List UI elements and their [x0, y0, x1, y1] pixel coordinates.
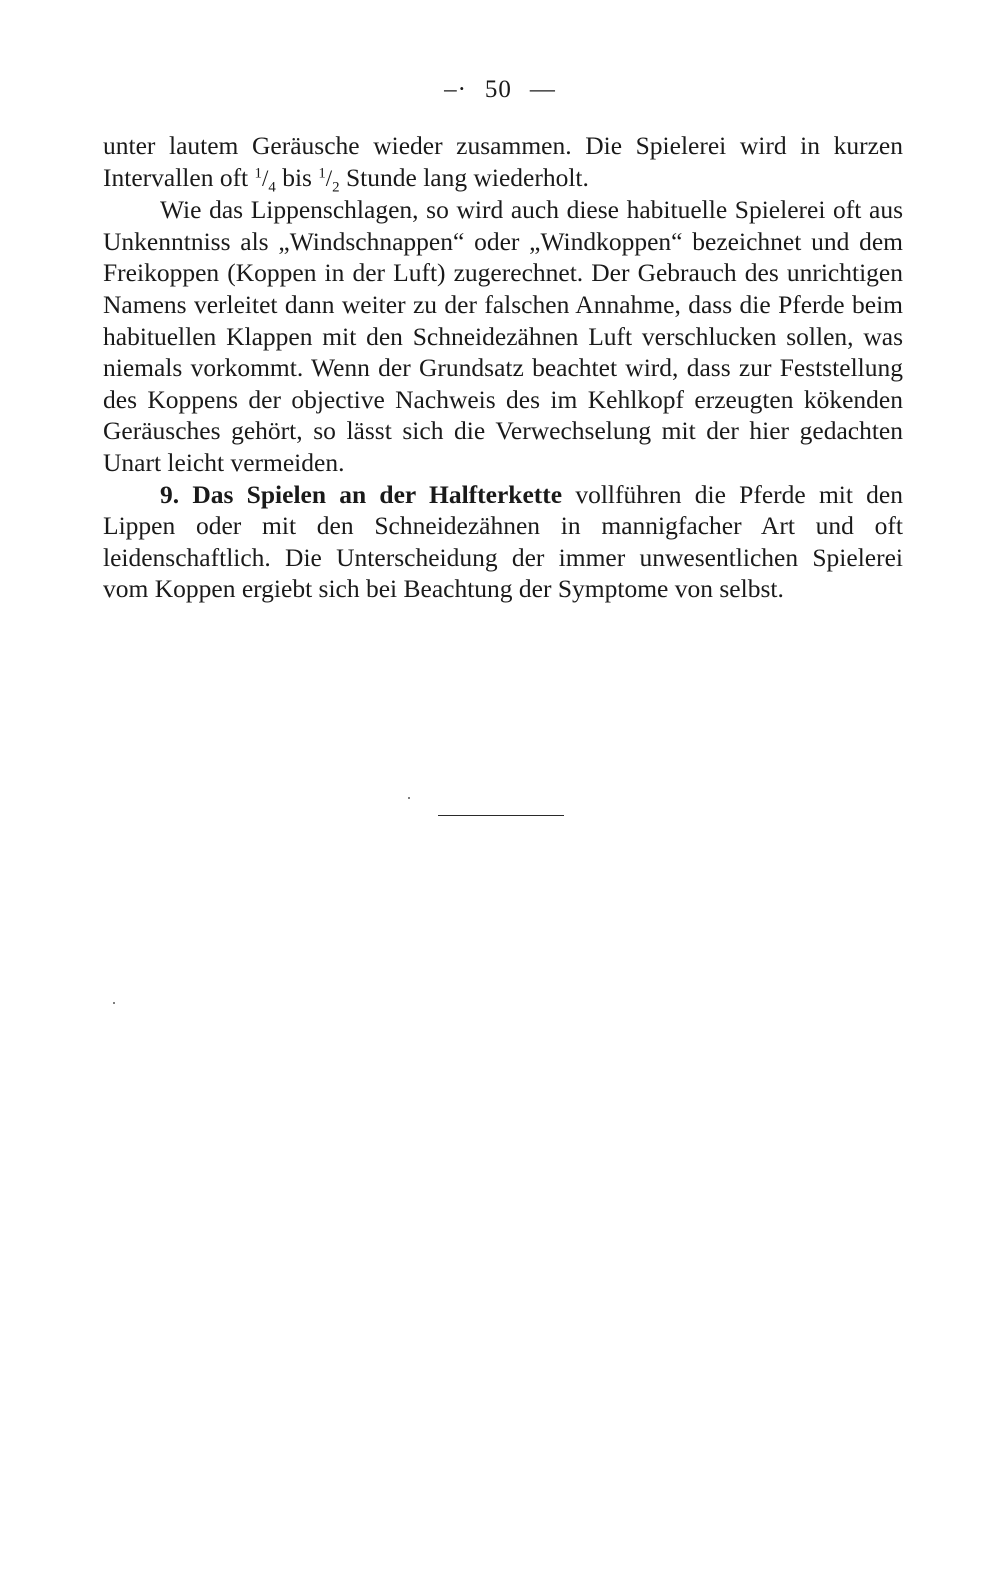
- paragraph-2: Wie das Lippenschlagen, so wird auch diese habituelle Spielerei oft aus Unkenntniss als „Windschnappen“ oder „Windkoppen“ bezeichnet und dem Freikoppen (Koppen in der Luft) zugerechnet. Der Gebrauch des unrichtigen Namens verleitet dann weiter zu der falschen Annahme, dass die Pferde beim habituellen Klappen mit den Schneidezähnen Luft verschlucken sollen, was niemals vorkommt. Wenn der Grundsatz beachtet wird, dass zur Feststellung des Koppens der objective Nachweis des im Kehlkopf erzeugten kökenden Geräusches gehört, so lässt sich die Verwechselung mit der hier gedachten Unart leicht vermeiden.: [103, 195, 903, 477]
- fraction-half: $^1/_2$: [318, 164, 340, 196]
- fraction-denominator: 2: [332, 179, 340, 196]
- body-text: [103, 130, 903, 605]
- end-divider: [438, 815, 564, 816]
- paragraph-1: [103, 130, 903, 194]
- paragraph-1-end: Stunde lang wiederholt.: [345, 162, 589, 192]
- fraction-numerator: 1: [254, 164, 262, 181]
- paragraph-1-text: unter lautem Geräusche wieder zusammen. Die Spielerei wird in kurzen Intervallen oft: [103, 131, 903, 192]
- fraction-numerator: 1: [318, 164, 326, 181]
- scan-speck: [408, 797, 410, 799]
- paragraph-1-mid: bis: [282, 162, 312, 192]
- header-dash-right: —: [529, 76, 556, 103]
- page-number: 50: [484, 76, 512, 103]
- scan-speck: [113, 1002, 115, 1004]
- paragraph-3: [103, 479, 903, 605]
- paragraph-3-text: vollführen die Pferde mit den Lippen oder mit den Schneidezähnen in mannigfacher Art und oft leidenschaftlich. Die Unterscheidung der immer unwesentlichen Spielerei vom Koppen ergiebt sich bei Beachtung der Symptome von selbst.: [103, 479, 903, 604]
- header-dash-left: –·: [444, 76, 467, 103]
- fraction-denominator: 4: [268, 179, 276, 196]
- fraction-quarter: $^1/_4$: [254, 164, 276, 196]
- section-heading: 9. Das Spielen an der Halfterkette: [160, 479, 563, 509]
- page-header: [0, 76, 1000, 104]
